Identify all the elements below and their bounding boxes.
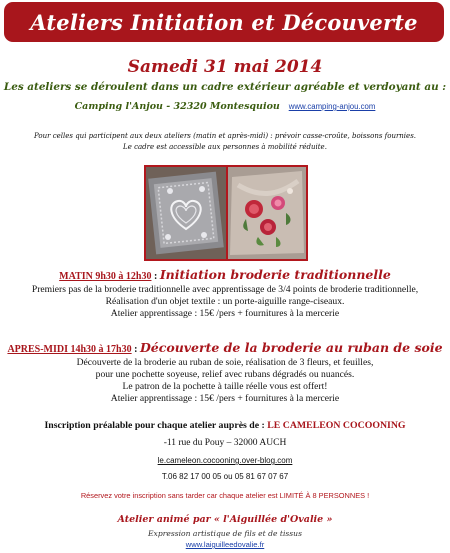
page-title: Ateliers Initiation et Découverte: [30, 9, 418, 35]
afternoon-line-3: Le patron de la pochette à taille réelle vous est offert!: [122, 381, 328, 392]
afternoon-colon: :: [131, 344, 140, 355]
afternoon-time: APRES-MIDI 14h30 à 17h30: [7, 344, 132, 355]
morning-line-2: Réalisation d'un objet textile : un porte-aiguille range-ciseaux.: [105, 296, 345, 307]
embroidery-photos: [144, 165, 308, 261]
afternoon-line-1: Découverte de la broderie au ruban de soie, réalisation de 3 fleurs, et feuilles,: [76, 357, 374, 368]
inscription-text: Inscription préalable pour chaque atelier auprès de :: [44, 420, 268, 431]
title-banner: [4, 2, 444, 42]
notes-line-1: Pour celles qui participent aux deux ateliers (matin et après-midi) : prévoir casse-croûte, boissons fournies.: [33, 132, 417, 140]
reservation-notice: Réservez votre inscription sans tarder car chaque atelier est LIMITÉ À 8 PERSONNES !: [80, 491, 370, 500]
morning-title: Initiation broderie traditionnelle: [159, 267, 391, 282]
notes-line-2: Le cadre est accessible aux personnes à mobilité réduite.: [123, 143, 327, 151]
afternoon-line-4: Atelier apprentissage : 15€ /pers + fournitures à la mercerie: [110, 393, 340, 404]
inscription-line: [0, 420, 450, 431]
shop-name: LE CAMELEON COCOONING: [267, 420, 406, 431]
ribbon-embroidery-photo: [228, 167, 306, 259]
morning-session: [0, 266, 450, 320]
morning-time: MATIN 9h30 à 12h30: [59, 271, 152, 282]
event-date: Samedi 31 mai 2014: [127, 57, 323, 77]
afternoon-line-2: pour une pochette soyeuse, relief avec rubans dégradés ou nuancés.: [95, 369, 355, 380]
shop-blog-link[interactable]: le.cameleon.cocooning.over-blog.com: [157, 456, 293, 465]
venue-link[interactable]: www.camping-anjou.com: [288, 102, 376, 111]
practical-notes: [0, 131, 450, 153]
afternoon-title: Découverte de la broderie au ruban de soie: [139, 340, 443, 355]
shop-phones: T.06 82 17 00 05 ou 05 81 67 07 67: [161, 472, 289, 481]
shop-address: -11 rue du Pouy – 32000 AUCH: [163, 438, 287, 448]
host-tagline: Expression artistique de fils et de tissus: [148, 529, 302, 538]
morning-line-1: Premiers pas de la broderie traditionnelle avec apprentissage de 3/4 points de broderie traditionnelle,: [31, 284, 419, 295]
host-credit: Atelier animé par « l'Aiguillée d'Ovalie »: [117, 514, 333, 525]
morning-colon: :: [151, 271, 160, 282]
morning-heading: [0, 266, 450, 284]
venue-name: Camping l'Anjou - 32320 Montesquiou: [74, 101, 280, 112]
traditional-embroidery-photo: [146, 167, 226, 259]
event-lead: Les ateliers se déroulent dans un cadre extérieur agréable et verdoyant au :: [3, 81, 447, 93]
morning-line-3: Atelier apprentissage : 15€ /pers + fournitures à la mercerie: [110, 308, 340, 319]
host-site-link[interactable]: www.laiguilleedovalie.fr: [185, 540, 265, 549]
afternoon-heading: [0, 339, 450, 357]
venue-row: [0, 101, 450, 112]
afternoon-session: [0, 339, 450, 405]
